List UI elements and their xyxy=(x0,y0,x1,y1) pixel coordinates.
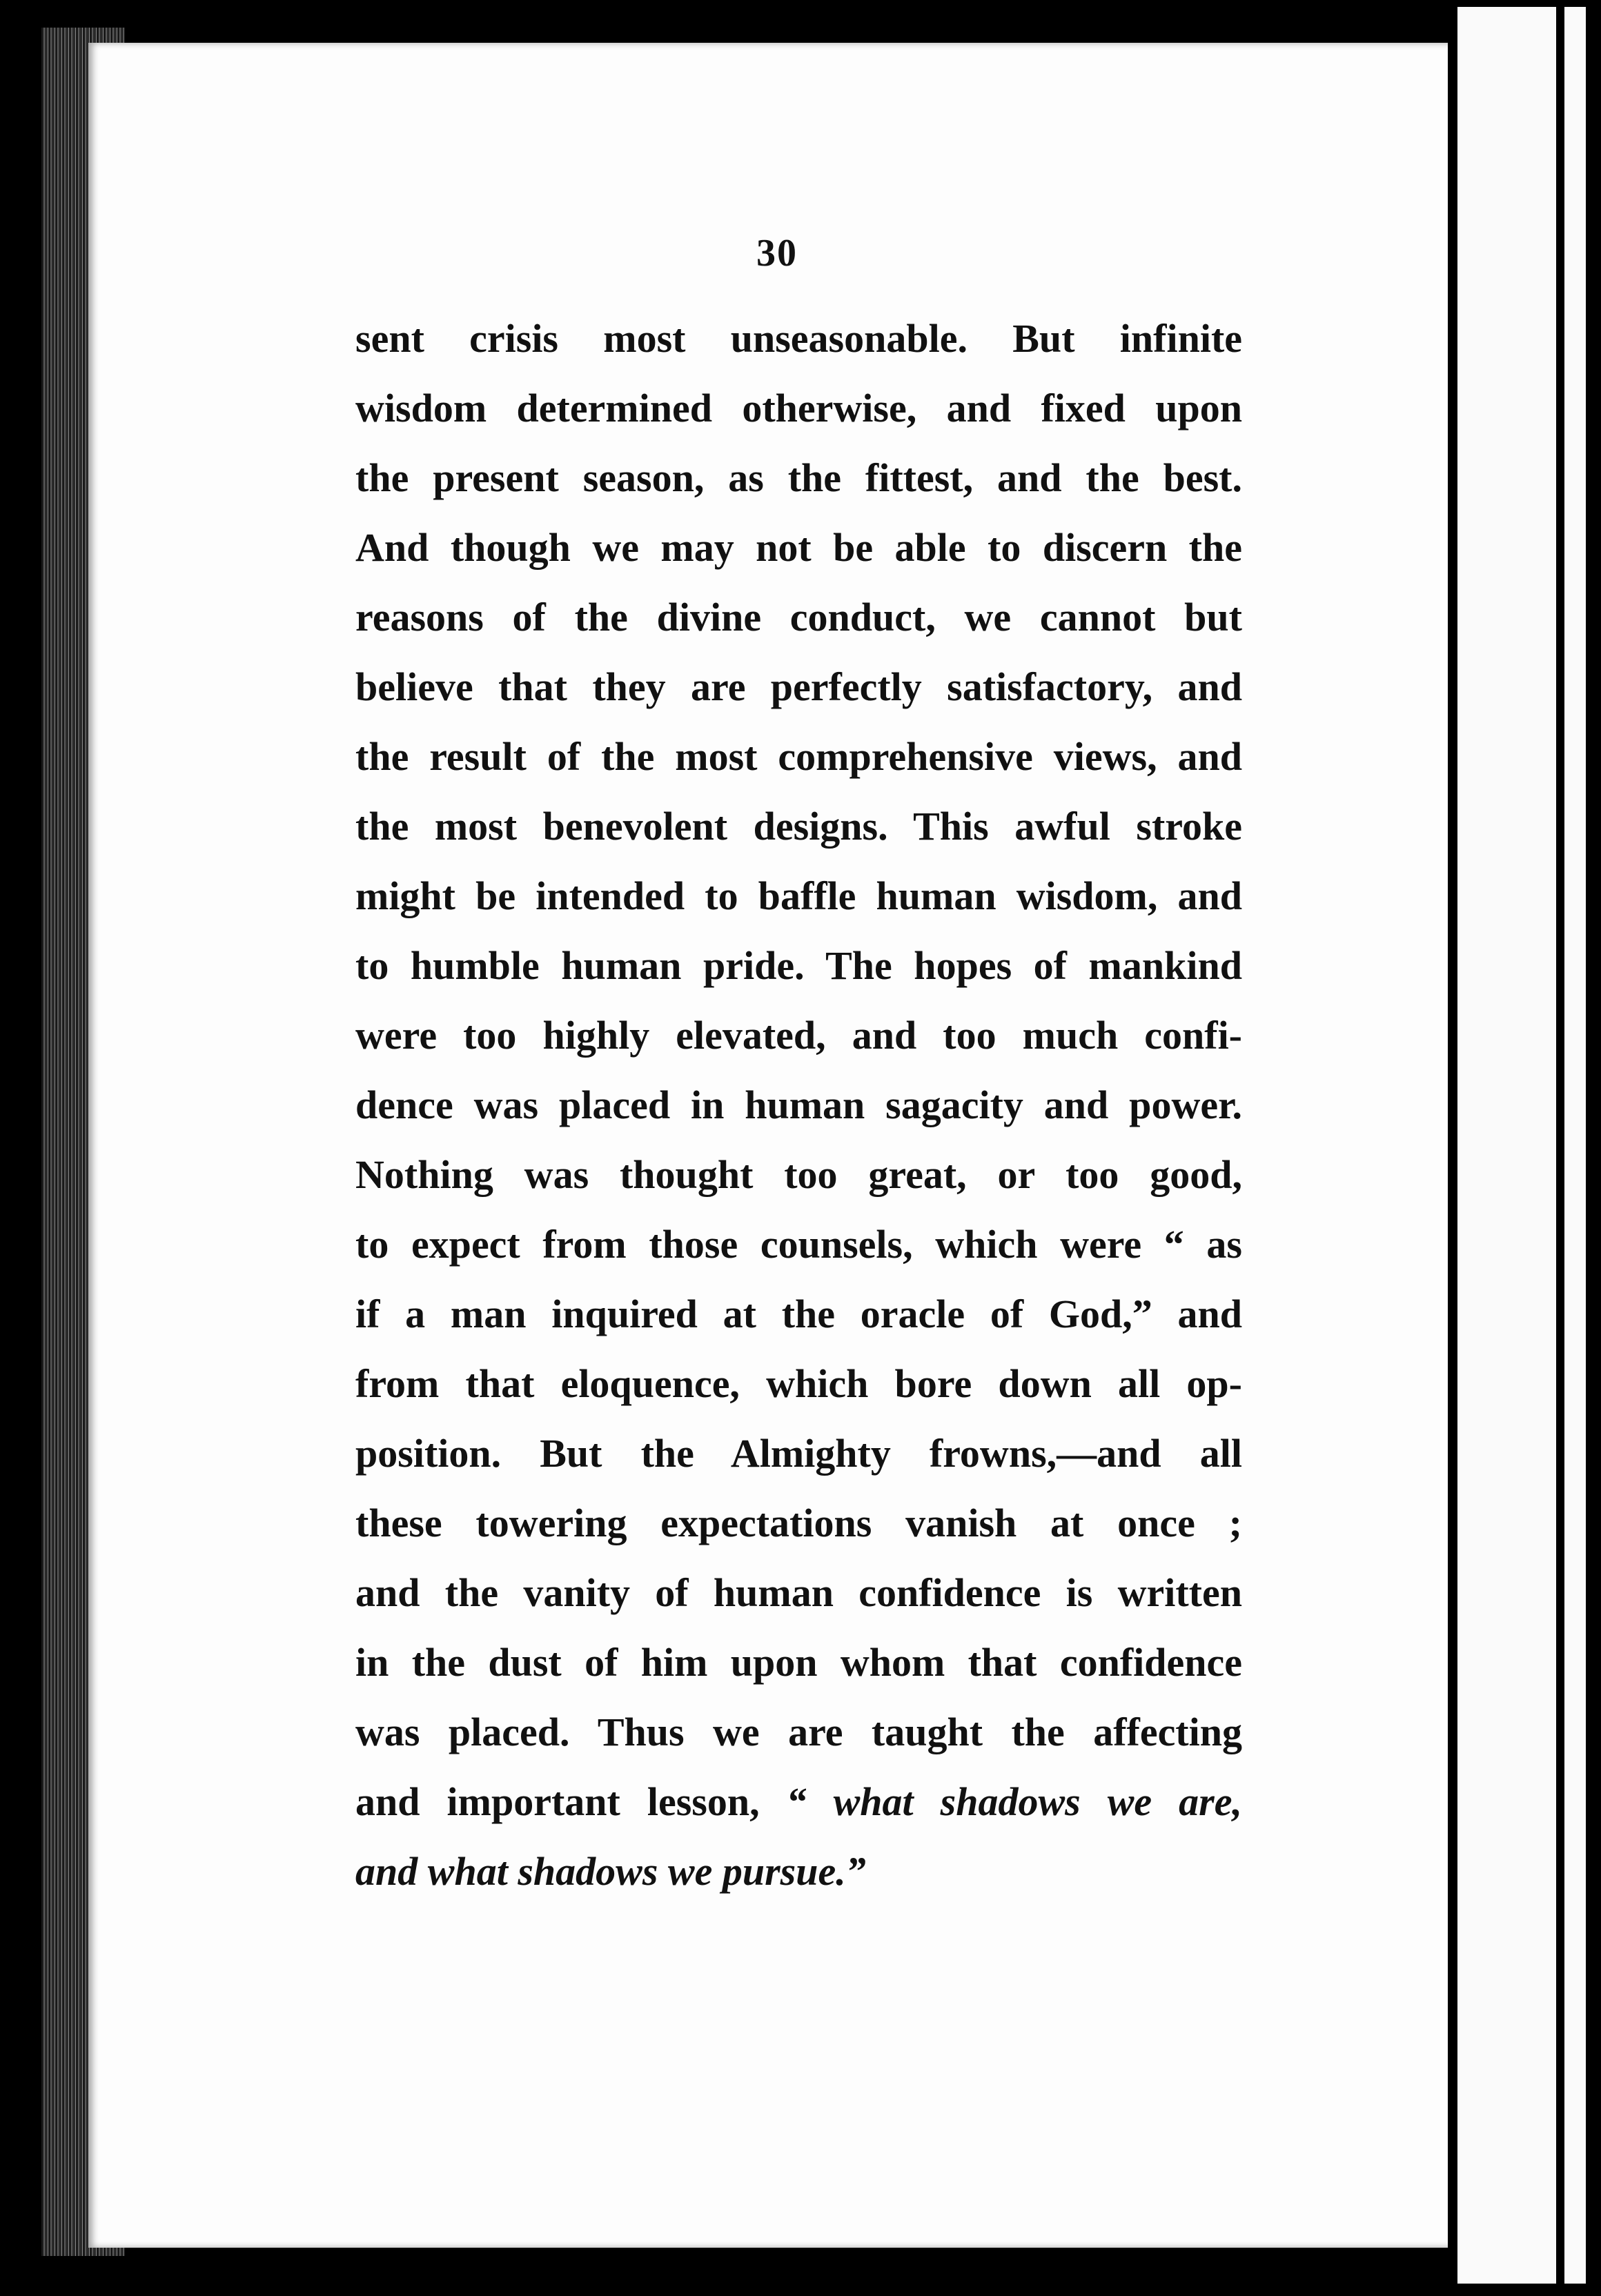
text-line: were too highly elevated, and too much confi- xyxy=(355,1013,1242,1058)
body-text xyxy=(355,304,1242,1906)
text-line: reasons of the divine conduct, we cannot but xyxy=(355,595,1242,640)
text-line: the most benevolent designs. This awful stroke xyxy=(355,804,1242,849)
text-line: position. But the Almighty frowns,—and all xyxy=(355,1431,1242,1476)
text-line: sent crisis most unseasonable. But infinite xyxy=(355,316,1242,361)
text-line: to humble human pride. The hopes of mankind xyxy=(355,943,1242,988)
text-line: if a man inquired at the oracle of God,” and xyxy=(355,1292,1242,1336)
text-line: was placed. Thus we are taught the affecting xyxy=(355,1710,1242,1754)
text-line: the present season, as the fittest, and the best. xyxy=(355,455,1242,500)
text-line: Nothing was thought too great, or too good, xyxy=(355,1152,1242,1197)
text-line: might be intended to baffle human wisdom, and xyxy=(355,873,1242,918)
text-line: and the vanity of human confidence is written xyxy=(355,1570,1242,1615)
text-line: from that eloquence, which bore down all op- xyxy=(355,1361,1242,1406)
text-line: the result of the most comprehensive views, and xyxy=(355,734,1242,779)
page-number: 30 xyxy=(756,232,798,275)
text-line: and what shadows we pursue.” xyxy=(355,1849,866,1894)
text-line: dence was placed in human sagacity and power. xyxy=(355,1082,1242,1127)
facing-page-edge xyxy=(1448,7,1586,2284)
text-line: wisdom determined otherwise, and fixed upon xyxy=(355,386,1242,430)
text-line: and important lesson, “ what shadows we are, xyxy=(355,1779,1242,1824)
text-line: to expect from those counsels, which were “ as xyxy=(355,1222,1242,1267)
text-line: in the dust of him upon whom that confidence xyxy=(355,1640,1242,1685)
text-line: believe that they are perfectly satisfactory, and xyxy=(355,664,1242,709)
text-line: these towering expectations vanish at once ; xyxy=(355,1501,1242,1545)
facing-page-border xyxy=(1556,7,1564,2284)
text-line: And though we may not be able to discern the xyxy=(355,525,1242,570)
